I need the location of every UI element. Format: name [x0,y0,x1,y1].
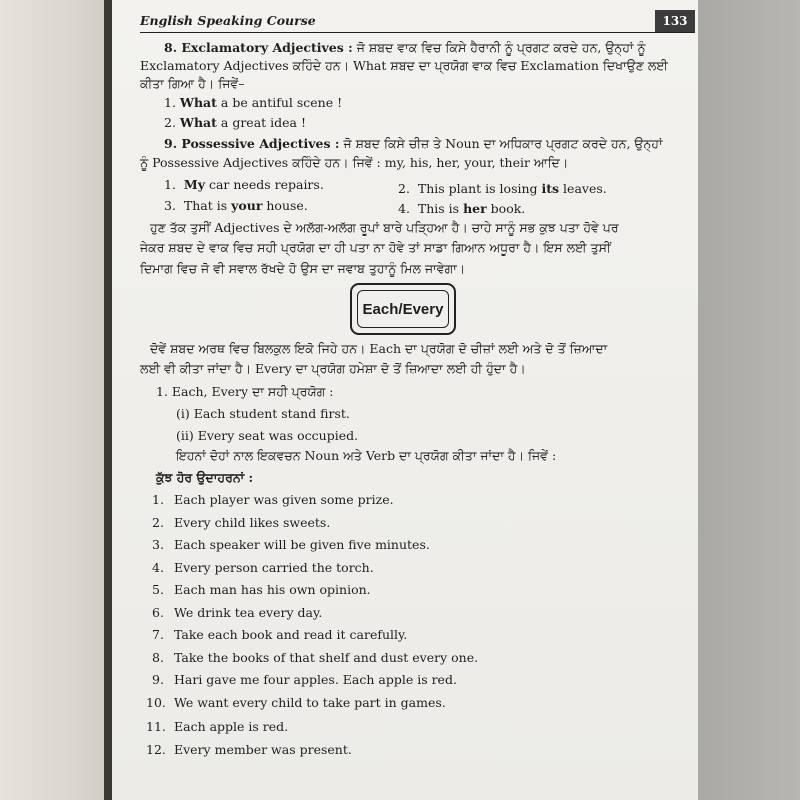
adjacent-page-left [0,0,112,800]
exclamatory-intro-line-1: 8. Exclamatory Adjectives : ਜੋ ਸ਼ਬਦ ਵਾਕ ਵਿਚ ਕਿਸੇ ਹੈਰਾਨੀ ਨੂੰ ਪ੍ਰਗਟ ਕਰਦੇ ਹਨ, ਉਨ੍ਹਾਂ ਨੂੰ [164,40,646,55]
possessive-example: 2. This plant is losing its leaves. [398,181,607,196]
section-title-box [350,283,456,335]
list-item: 2. Every child likes sweets. [152,515,331,530]
list-item: 3. Each speaker will be given five minutes. [152,537,430,552]
list-item: 10. We want every child to take part in games. [146,695,446,710]
list-item: 1. Each player was given some prize. [152,492,394,507]
usage-point: 1. Each, Every ਦਾ ਸਹੀ ਪ੍ਰਯੋਗ : [156,384,334,399]
summary-line-1: ਹੁਣ ਤੱਕ ਤੁਸੀਂ Adjectives ਦੇ ਅਲੱਗ-ਅਲੱਗ ਰੂਪਾਂ ਬਾਰੇ ਪੜ੍ਹਿਆ ਹੈ। ਚਾਹੇ ਸਾਨੂੰ ਸਭ ਕੁਝ ਪਤਾ ਹੋਵੇ ਪਰ [150,220,619,235]
book-spine [104,0,112,800]
possessive-intro-line-1: 9. Possessive Adjectives : ਜੋ ਸ਼ਬਦ ਕਿਸੇ ਚੀਜ਼ ਤੇ Noun ਦਾ ਅਧਿਕਾਰ ਪ੍ਰਗਟ ਕਰਦੇ ਹਨ, ਉਨ੍ਹਾਂ [164,136,663,151]
exclamatory-intro-line-2: Exclamatory Adjectives ਕਹਿੰਦੇ ਹਨ। What ਸ਼ਬਦ ਦਾ ਪ੍ਰਯੋਗ ਵਾਕ ਵਿਚ Exclamation ਦਿਖਾਉਣ ਲਈ [140,58,668,73]
possessive-heading: 9. Possessive Adjectives : [164,136,340,151]
usage-example: (ii) Every seat was occupied. [176,428,359,443]
list-item: 4. Every person carried the torch. [152,560,374,575]
usage-note: ਇਹਨਾਂ ਦੋਹਾਂ ਨਾਲ ਇਕਵਚਨ Noun ਅਤੇ Verb ਦਾ ਪ੍ਰਯੋਗ ਕੀਤਾ ਜਾਂਦਾ ਹੈ। ਜਿਵੇਂ : [176,448,557,463]
page-number-badge: 133 [655,10,695,32]
book-title: English Speaking Course [140,13,316,28]
possessive-example: 1. My car needs repairs. [164,177,324,192]
each-every-intro-line-2: ਲਈ ਵੀ ਕੀਤਾ ਜਾਂਦਾ ਹੈ। Every ਦਾ ਪ੍ਰਯੋਗ ਹਮੇਸ਼ਾ ਦੋ ਤੋਂ ਜ਼ਿਆਦਾ ਲਈ ਹੀ ਹੁੰਦਾ ਹੈ। [140,361,526,376]
list-item: 9. Hari gave me four apples. Each apple is red. [152,672,457,687]
exclamatory-intro-line-3: ਕੀਤਾ ਗਿਆ ਹੈ। ਜਿਵੇਂ– [140,76,245,91]
list-item: 6. We drink tea every day. [152,605,323,620]
book-page [112,0,698,800]
each-every-intro-line-1: ਦੋਵੇਂ ਸ਼ਬਦ ਅਰਥ ਵਿਚ ਬਿਲਕੁਲ ਇਕੋ ਜਿਹੇ ਹਨ। Each ਦਾ ਪ੍ਰਯੋਗ ਦੋ ਚੀਜ਼ਾਂ ਲਈ ਅਤੇ ਦੋ ਤੋਂ ਜ਼ਿਆਦਾ [150,341,608,356]
list-item: 12. Every member was present. [146,742,352,757]
exclamatory-example: 1. What a be antiful scene ! [164,95,343,110]
summary-line-3: ਦਿਮਾਗ ਵਿਚ ਜੋ ਵੀ ਸਵਾਲ ਰੱਖਦੇ ਹੋ ਉਸ ਦਾ ਜਵਾਬ ਤੁਹਾਨੂੰ ਮਿਲ ਜਾਵੇਗਾ। [140,261,466,276]
possessive-example: 3. That is your house. [164,198,308,213]
list-item: 7. Take each book and read it carefully. [152,627,408,642]
exclamatory-heading: 8. Exclamatory Adjectives : [164,40,353,55]
section-title: Each/Every [357,290,449,328]
usage-example: (i) Each student stand first. [176,406,350,421]
exclamatory-example: 2. What a great idea ! [164,115,306,130]
more-examples-heading: ਕੁੱਝ ਹੋਰ ਉਦਾਹਰਨਾਂ : [156,470,254,485]
list-item: 8. Take the books of that shelf and dust every one. [152,650,479,665]
summary-line-2: ਜੇਕਰ ਸ਼ਬਦ ਦੇ ਵਾਕ ਵਿਚ ਸਹੀ ਪ੍ਰਯੋਗ ਦਾ ਹੀ ਪਤਾ ਨਾ ਹੋਵੇ ਤਾਂ ਸਾਡਾ ਗਿਆਨ ਅਧੂਰਾ ਹੈ। ਇਸ ਲਈ ਤੁਸੀਂ [140,240,611,255]
list-item: 11. Each apple is red. [146,719,289,734]
possessive-example: 4. This is her book. [398,201,526,216]
page-header [140,10,695,33]
list-item: 5. Each man has his own opinion. [152,582,371,597]
possessive-intro-line-2: ਨੂੰ Possessive Adjectives ਕਹਿੰਦੇ ਹਨ। ਜਿਵੇਂ : my, his, her, your, their ਆਦਿ। [140,155,569,170]
background-right [692,0,800,800]
